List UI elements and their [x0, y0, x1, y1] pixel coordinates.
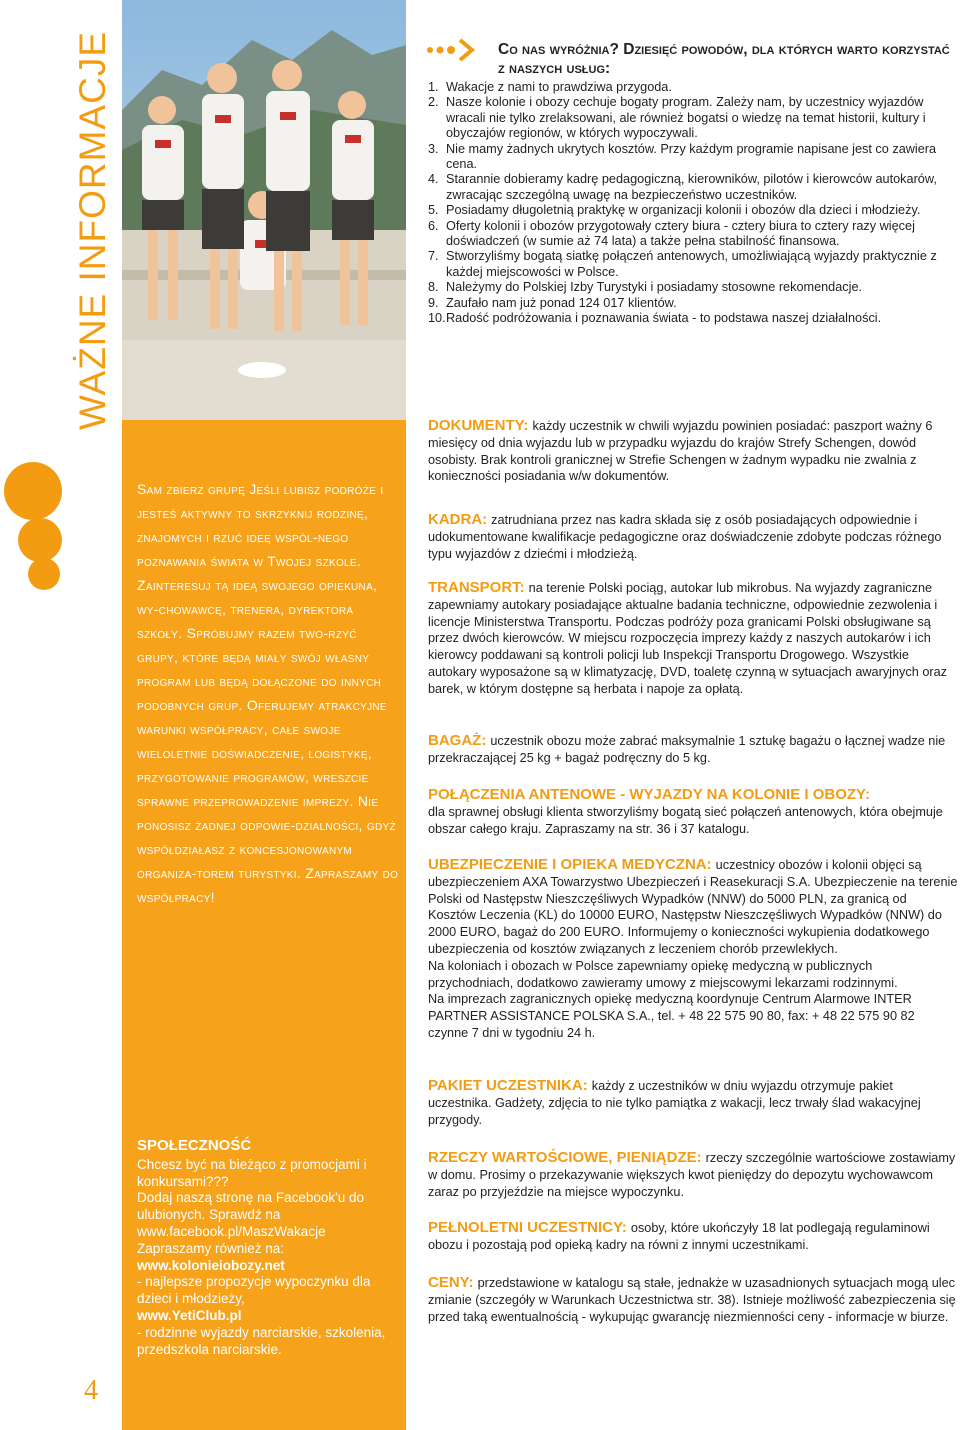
group-photo	[122, 0, 406, 420]
section-text: Na imprezach zagranicznych opiekę medyczną koordynuje Centrum Alarmowe INTER PARTNER ASSISTANCE POLSKA S.A., tel. + 48 22 575 90 80, fax: + 48 22 575 90 82 czynne 7 dni w tygodniu 24 h.	[428, 992, 915, 1040]
why-list-item	[428, 203, 956, 218]
item-number: 7.	[428, 249, 439, 264]
section-heading: KADRA:	[428, 511, 488, 528]
section-text: każdy uczestnik w chwili wyjazdu powinien posiadać: paszport ważny 6 miesięcy od dnia wyjazdu lub w przypadku wyjazdu do krajów Strefy Schengen, dowód osobisty. Brak kontroli granicznej w Strefie Schengen w żadnym wypadku nie zwalnia z konieczności posiadania w/w dokumentów.	[428, 419, 933, 484]
item-text: Starannie dobieramy kadrę pedagogiczną, kierowników, pilotów i kierowców autokarów, zwracając szczególną uwagę na bezpieczeństwo uczestników.	[446, 172, 937, 202]
why-list-item	[428, 249, 956, 280]
section-text: rzeczy szczególnie wartościowe zostawiamy w domu. Prosimy o przekazywanie większych kwot pieniędzy do depozytu wychowawcom zaraz po przyjeździe na miejsce wypoczynku.	[428, 1151, 956, 1199]
why-list-item	[428, 296, 956, 311]
item-number: 8.	[428, 280, 439, 295]
item-text: Nasze kolonie i obozy cechuje bogaty program. Zależy nam, by uczestnicy wyjazdów wracali nie tylko zrelaksowani, ale również bogatsi o wiedzę na temat historii, kultury i obyczajów regionów, w których wypoczywali.	[446, 95, 926, 141]
why-list-item	[428, 311, 956, 326]
why-list-item	[428, 95, 956, 141]
item-number: 5.	[428, 203, 439, 218]
why-list	[428, 80, 956, 327]
section-dokumenty	[428, 418, 958, 485]
social-line: Chcesz być na bieżąco z promocjami i konkursami???	[137, 1156, 367, 1189]
section-heading: RZECZY WARTOŚCIOWE, PIENIĄDZE:	[428, 1149, 702, 1166]
item-number: 9.	[428, 295, 439, 310]
section-text: uczestnik obozu może zabrać maksymalnie 1 sztukę bagażu o łącznej wadze nie przekraczającej 25 kg + bagaż podręczny do 5 kg.	[428, 734, 946, 765]
section-heading: PEŁNOLETNI UCZESTNICY:	[428, 1219, 627, 1236]
social-heading: SPOŁECZNOŚĆ	[137, 1137, 252, 1154]
item-number: 2.	[428, 95, 439, 110]
why-title	[428, 40, 956, 78]
section-text: na terenie Polski pociąg, autokar lub mikrobus. Na wyjazdy zagraniczne zapewniamy autokary posiadające aktualne badania techniczne, odpowiednie zezwolenia i licencje Ministerstwa Transportu. Podczas podróży poza granicami Polski obsługiwane są przez dwóch kierowców. W miejscu rozpoczęcia imprezy każdy z naszych autokarów i ich kierowcy poddawani są kontroli policji lub Inspekcji Transportu Drogowego. Wszystkie autokary wyposażone są w klimatyzację, DVD, toaletę czynną w sytuacjach awaryjnych oraz barek, w którym dostępne są herbata i napoje za opłatą.	[428, 581, 948, 696]
why-list-item	[428, 280, 956, 295]
left-strip	[0, 0, 122, 1430]
section-heading: PAKIET UCZESTNIKA:	[428, 1077, 588, 1094]
social-section	[137, 1138, 399, 1358]
item-number: 6.	[428, 218, 439, 233]
why-list-item	[428, 219, 956, 250]
item-text: Stworzyliśmy bogatą siatkę połączeń antenowych, umożliwiającą wyjazdy praktycznie z każdej miejscowości w Polsce.	[446, 249, 937, 279]
decor-dot	[28, 558, 60, 590]
section-text: uczestnicy obozów i kolonii objęci są ubezpieczeniem AXA Towarzystwo Ubezpieczeń i Reasekuracji S.A. Ubezpieczenie na terenie Polski od Następstw Nieszczęśliwych Wypadków (NNW) do 5000 PLN, za granicą od Kosztów Leczenia (KL) do 10000 EURO, Następstw Nieszczęśliwych Wypadków (NNW) do 2000 EURO, bagaż do 200 EURO. Informujemy o konieczności wykupienia dodatkowego ubezpieczenia od kosztów związanych z leczeniem chorób przewlekłych.	[428, 858, 958, 956]
website-desc: - najlepsze propozycje wypoczynku dla dzieci i młodzieży,	[137, 1274, 371, 1307]
section-kadra	[428, 512, 958, 562]
section-text: dla sprawnej obsługi klienta stworzyliśmy bogatą sieć połączeń antenowych, która obejmuje obszar całego kraju. Zapraszamy na str. 36 i 37 katalogu.	[428, 804, 943, 836]
photo-illustration	[122, 0, 406, 420]
website-link[interactable]: www.YetiClub.pl	[137, 1307, 242, 1323]
section-text: przedstawione w katalogu są stałe, jednakże w uzasadnionych sytuacjach mogą ulec zmianie (szczegóły w Warunkach Uczestnictwa str. 38). Istnieje możliwość zabezpieczenia się przed taką ewentualnością - wykupując gwarancję niezmienności ceny - informacje w biurze.	[428, 1276, 956, 1324]
section-rzeczy	[428, 1150, 958, 1200]
section-polaczenia	[428, 787, 958, 837]
social-line: Zapraszamy również na:	[137, 1240, 285, 1256]
section-heading: DOKUMENTY:	[428, 417, 529, 434]
website-desc: - rodzinne wyjazdy narciarskie, szkolenia, przedszkola narciarskie.	[137, 1324, 386, 1357]
item-number: 10.	[428, 311, 446, 326]
why-list-item	[428, 172, 956, 203]
arrow-bullets-icon	[426, 38, 506, 62]
section-text: osoby, które ukończyły 18 lat podlegają regulaminowi obozu i pozostają pod opieką kadry na równi z innymi uczestnikami.	[428, 1221, 930, 1252]
why-list-item	[428, 142, 956, 173]
section-ceny	[428, 1275, 958, 1325]
item-number: 4.	[428, 172, 439, 187]
section-pelnoletni	[428, 1220, 958, 1254]
why-title-a: Co nas wyróżnia?	[498, 41, 619, 58]
promo-text: Sam zbierz grupę Jeśli lubisz podróże i jesteś aktywny to skrzyknij rodzinę, znajomych i rzuć ideę wspól-nego poznawania świata w Twojej szkole. Zainteresuj tą ideą swojego opiekuna, wy-chowawcę, trenera, dyrektora szkoły. Spróbujmy razem two-rzyć grupy, które będą miały swój własny program lub będą dołączone do innych podobnych grup. Oferujemy atrakcyjne warunki współpracy, całe swoje wieloletnie doświadczenie, logistykę, przygotowanie programów, wreszcie sprawne przeprowadzenie imprezy. Nie ponosisz żadnej odpowie-dzialności, gdyż współdziałasz z koncesjonowanym organiza-torem turystyki. Zapraszamy do współpracy!	[137, 481, 399, 905]
section-bagaz	[428, 733, 958, 767]
social-line: Dodaj naszą stronę na Facebook'u do ulubionych. Sprawdź na www.facebook.pl/MaszWakacje	[137, 1190, 364, 1239]
section-heading: BAGAŻ:	[428, 732, 487, 749]
item-text: Zaufało nam już ponad 124 017 klientów.	[446, 295, 677, 310]
section-heading: CENY:	[428, 1274, 474, 1291]
item-text: Wakacje z nami to prawdziwa przygoda.	[446, 80, 672, 94]
decor-dot	[18, 518, 62, 562]
why-list-item	[428, 80, 956, 95]
item-text: Posiadamy długoletnią praktykę w organizacji kolonii i obozów dla dzieci i młodzieży.	[446, 203, 921, 218]
section-heading: UBEZPIECZENIE I OPIEKA MEDYCZNA:	[428, 856, 712, 873]
section-ubezpieczenie	[428, 857, 958, 1042]
item-text: Nie mamy żadnych ukrytych kosztów. Przy każdym programie napisane jest co zawiera cena.	[446, 141, 937, 172]
item-text: Oferty kolonii i obozów przygotowały cztery biura - cztery biura to cztery razy więcej doświadczeń (w sumie aż 74 lata) a także pełna stabilność finansowa.	[446, 218, 915, 249]
why-title-b: Dziesięć powodów, dla których warto korzystać z naszych usług:	[498, 41, 950, 77]
item-number: 1.	[428, 80, 439, 94]
section-text: Na koloniach i obozach w Polsce zapewniamy opiekę medyczną w publicznych przychodniach, dodatkowo zawieramy umowy z miejscowymi lekarzami rodzinnymi.	[428, 958, 898, 990]
section-heading: TRANSPORT:	[428, 579, 525, 596]
item-number: 3.	[428, 141, 439, 156]
decor-dot	[4, 462, 62, 520]
vertical-title: WAŻNE INFORMACJE	[72, 30, 113, 430]
item-text: Radość podróżowania i poznawania świata - to podstawa naszej działalności.	[446, 311, 882, 326]
why-us-section	[428, 40, 956, 327]
section-transport	[428, 580, 958, 698]
item-text: Należymy do Polskiej Izby Turystyki i posiadamy stosowne rekomendacje.	[446, 280, 863, 295]
section-text: każdy z uczestników w dniu wyjazdu otrzymuje pakiet uczestnika. Gadżety, zdjęcia to nie tylko pamiątka z wakacji, lecz trwały ślad wakacyjnej przygody.	[428, 1079, 921, 1127]
section-heading: POŁĄCZENIA ANTENOWE - WYJAZDY NA KOLONIE I OBOZY:	[428, 786, 870, 803]
page-number: 4	[84, 1375, 98, 1406]
website-link[interactable]: www.kolonieiobozy.net	[137, 1257, 285, 1273]
section-pakiet	[428, 1078, 958, 1128]
section-text: zatrudniana przez nas kadra składa się z osób posiadających odpowiednie i udokumentowane kwalifikacje pedagogiczne oraz doświadczenie zdobyte podczas różnego typu wyjazdów z dziećmi i młodzieżą.	[428, 513, 942, 561]
